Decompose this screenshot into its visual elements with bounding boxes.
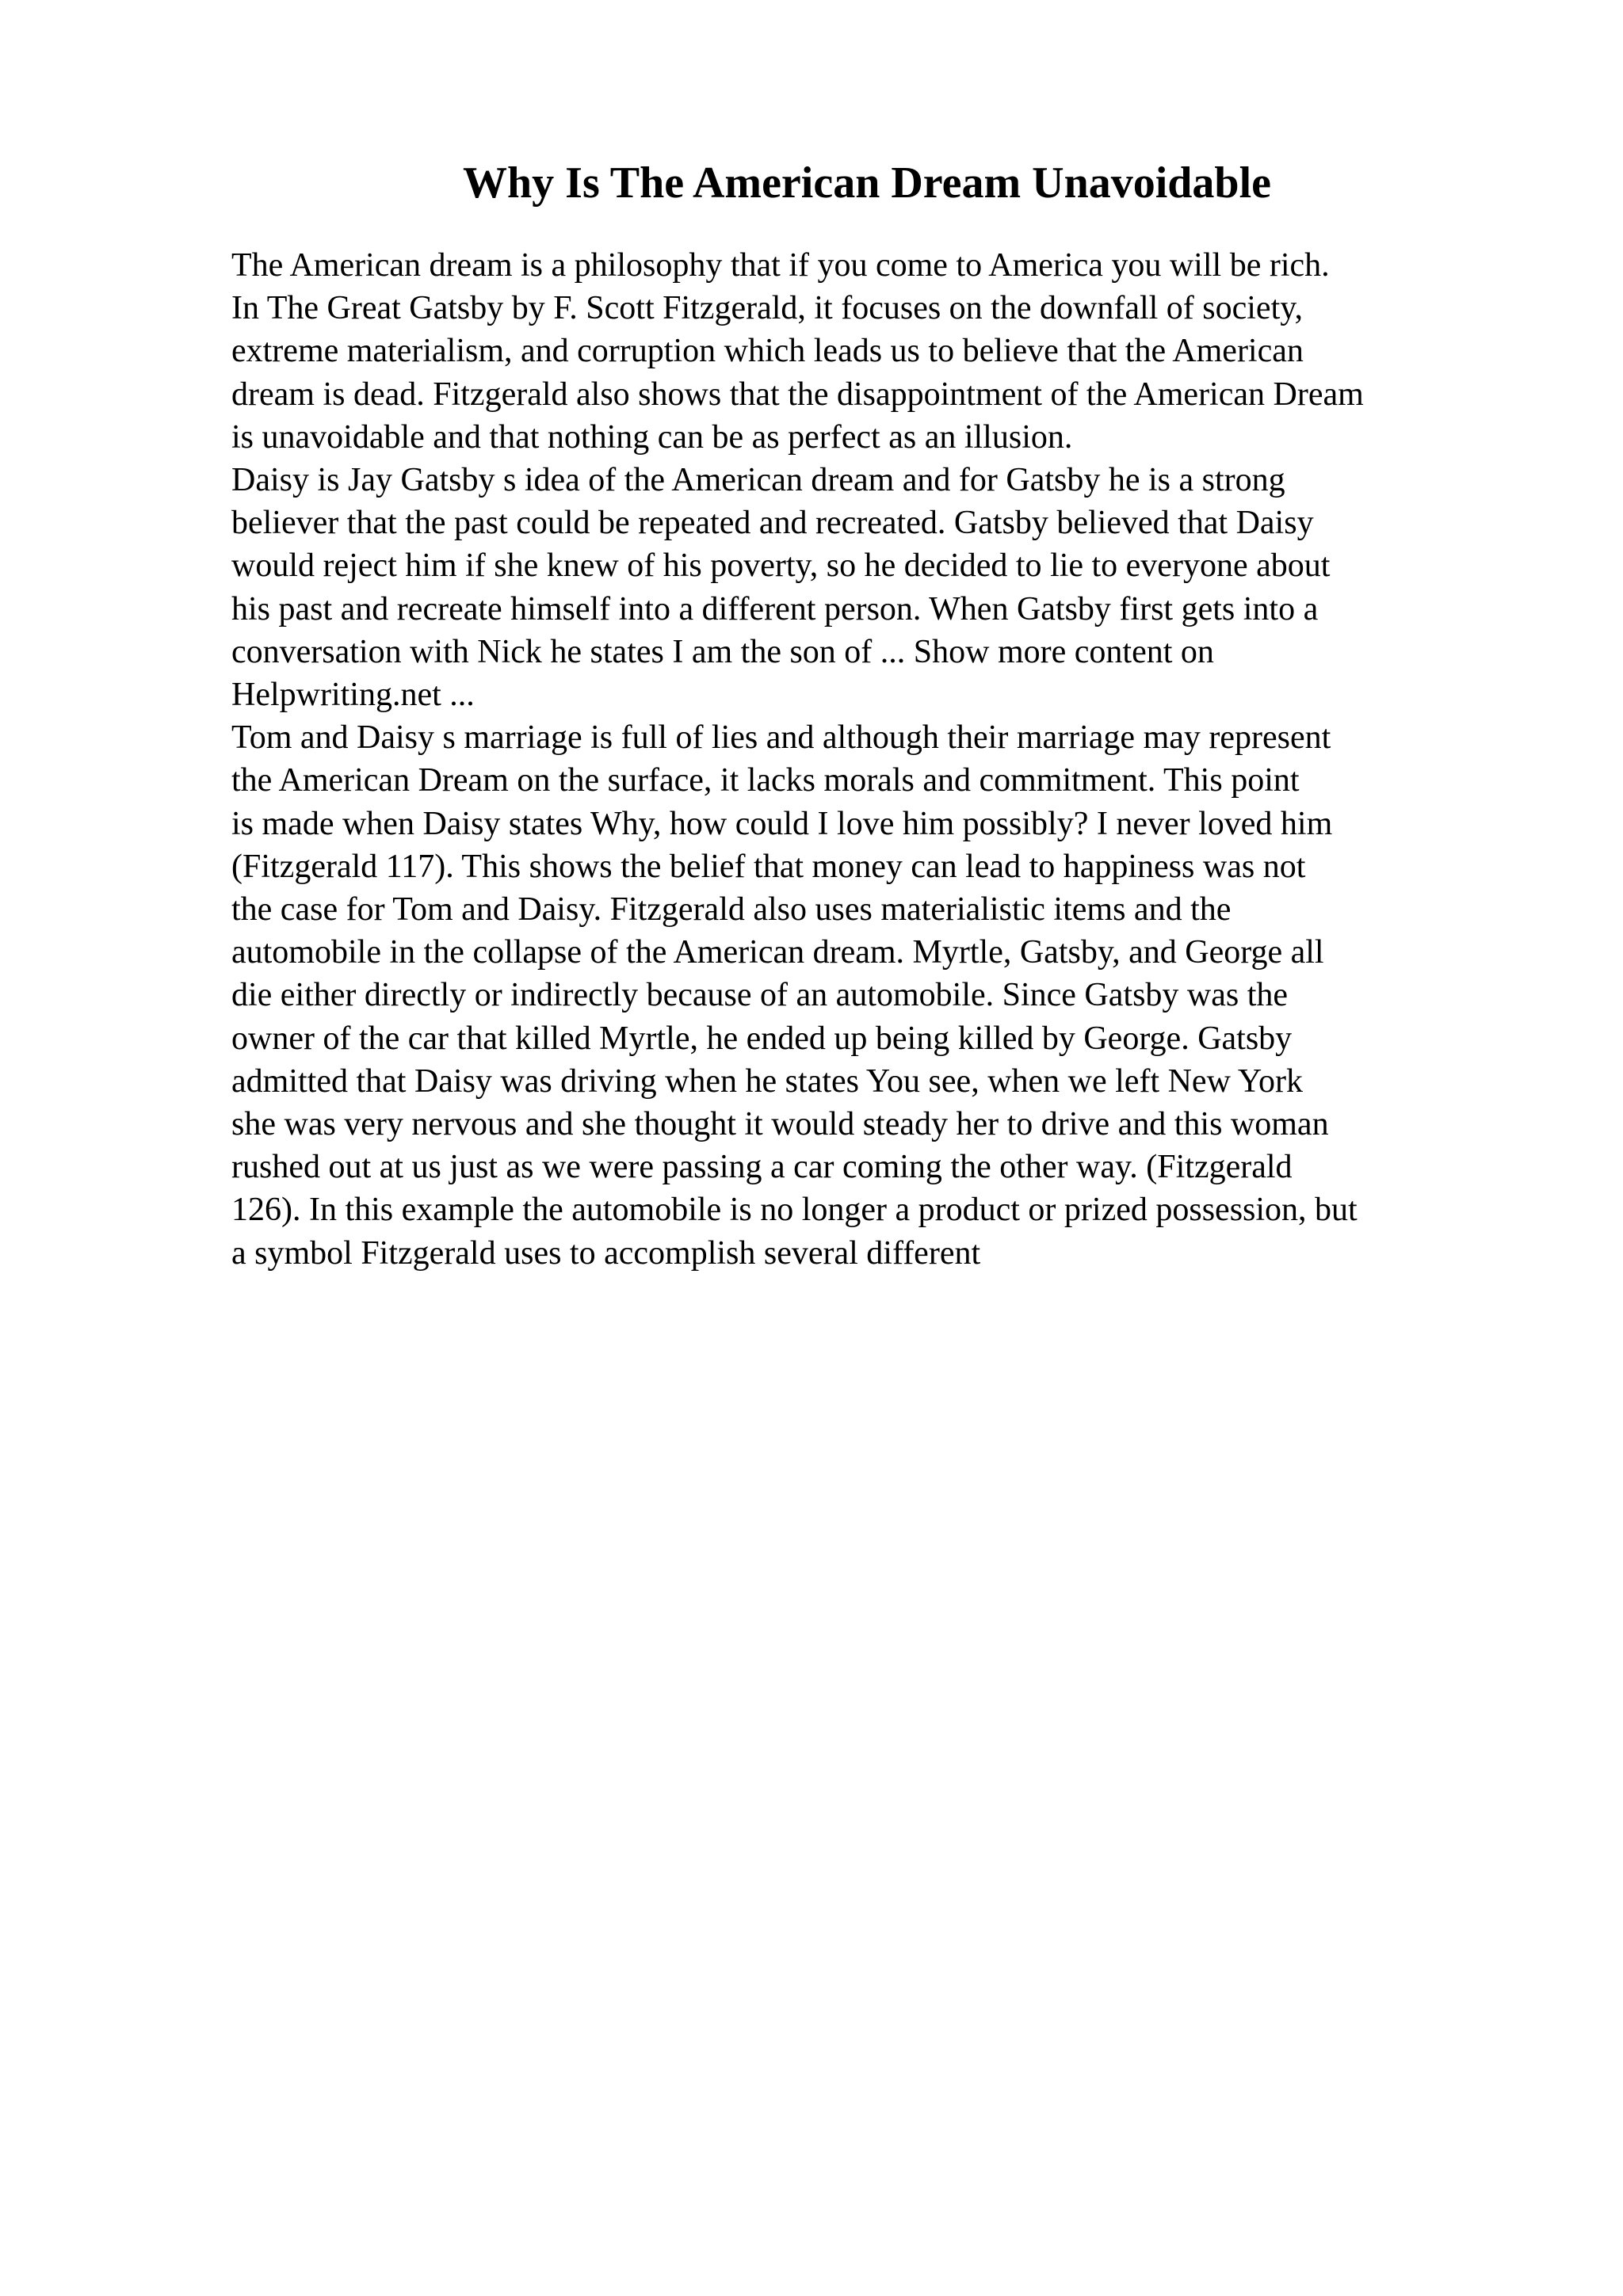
body-line: 126). In this example the automobile is no longer a product or prized possession, but — [231, 1192, 1358, 1229]
body-line: is made when Daisy states Why, how could I love him possibly? I never loved him — [231, 805, 1333, 842]
body-line: rushed out at us just as we were passing a car coming the other way. (Fitzgerald — [231, 1149, 1293, 1186]
document-body — [231, 244, 1531, 1275]
body-line: admitted that Daisy was driving when he states You see, when we left New York — [231, 1062, 1303, 1100]
body-line: a symbol Fitzgerald uses to accomplish several different — [231, 1234, 981, 1272]
body-line: believer that the past could be repeated and recreated. Gatsby believed that Daisy — [231, 505, 1314, 542]
body-line: In The Great Gatsby by F. Scott Fitzgerald, it focuses on the downfall of society, — [231, 290, 1304, 327]
body-line: would reject him if she knew of his poverty, so he decided to lie to everyone about — [231, 547, 1331, 585]
body-line: Tom and Daisy s marriage is full of lies and although their marriage may represent — [231, 719, 1331, 757]
body-line: The American dream is a philosophy that if you come to America you will be rich. — [231, 247, 1330, 284]
body-line: Daisy is Jay Gatsby s idea of the American dream and for Gatsby he is a strong — [231, 462, 1285, 499]
body-line: conversation with Nick he states I am the son of ... Show more content on — [231, 633, 1214, 670]
body-line: (Fitzgerald 117). This shows the belief that money can lead to happiness was not — [231, 848, 1306, 885]
body-line: die either directly or indirectly because of an automobile. Since Gatsby was the — [231, 977, 1289, 1014]
body-line: she was very nervous and she thought it would steady her to drive and this woman — [231, 1106, 1329, 1143]
body-line: extreme materialism, and corruption which leads us to believe that the American — [231, 333, 1304, 370]
body-line: the case for Tom and Daisy. Fitzgerald also uses materialistic items and the — [231, 891, 1232, 929]
body-line: owner of the car that killed Myrtle, he ended up being killed by George. Gatsby — [231, 1020, 1293, 1057]
body-line: dream is dead. Fitzgerald also shows that the disappointment of the American Dream — [231, 376, 1364, 413]
body-line: his past and recreate himself into a different person. When Gatsby first gets into a — [231, 590, 1319, 627]
body-line: Helpwriting.net ... — [231, 677, 475, 714]
body-line: the American Dream on the surface, it lacks morals and commitment. This point — [231, 762, 1300, 799]
body-line: is unavoidable and that nothing can be as perfect as an illusion. — [231, 418, 1073, 456]
body-line: automobile in the collapse of the American dream. Myrtle, Gatsby, and George all — [231, 934, 1324, 971]
document-title: Why Is The American Dream Unavoidable — [463, 158, 1271, 208]
